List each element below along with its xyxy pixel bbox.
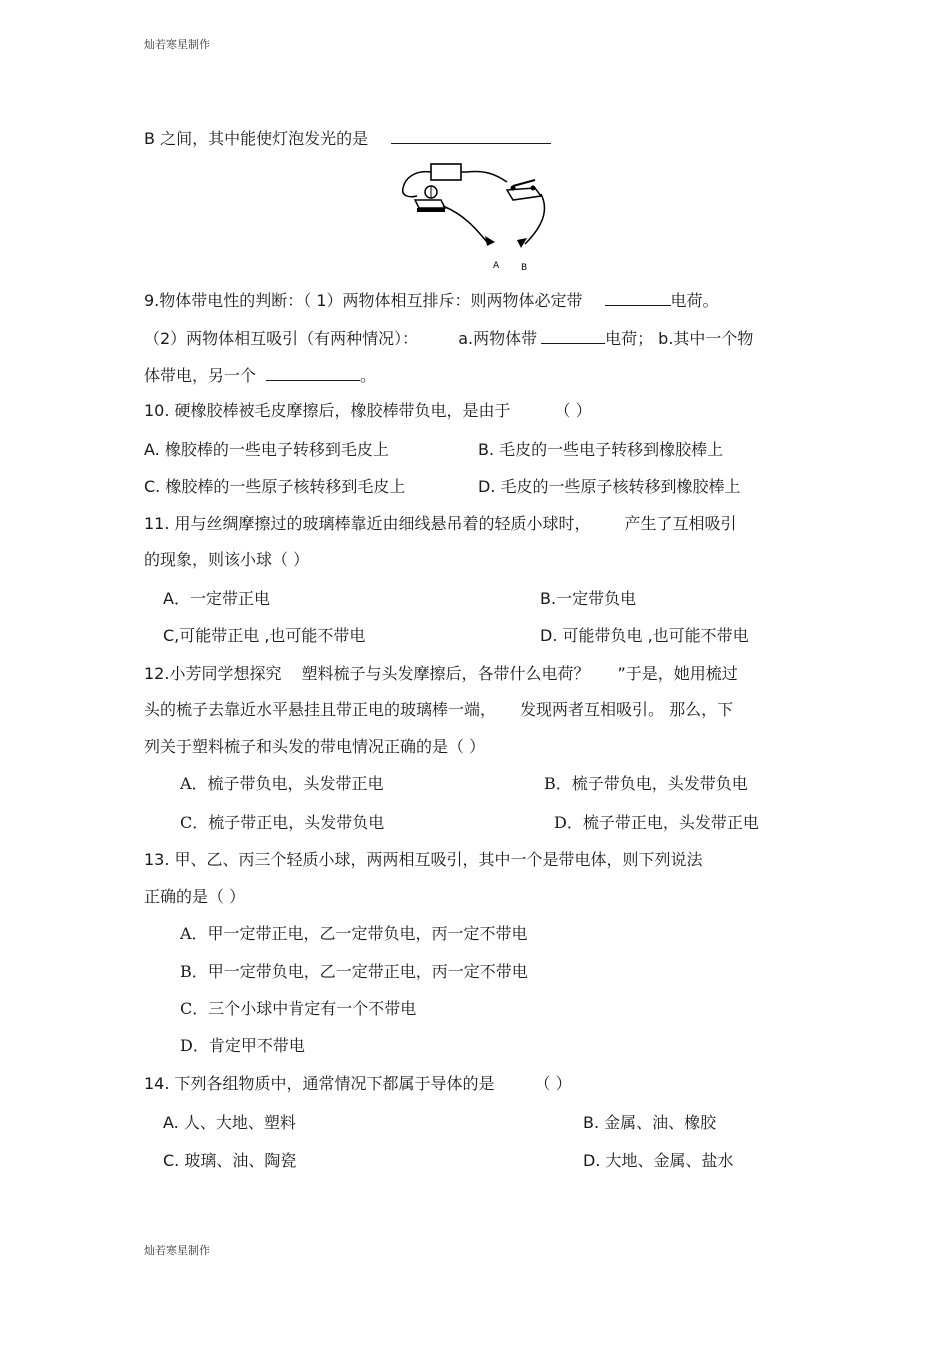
q11-option-d: D. 可能带负电 ,也可能不带电 — [540, 626, 749, 645]
q13-stem-1: 13. 甲、乙、丙三个轻质小球，两两相互吸引，其中一个是带电体，则下列说法 — [144, 850, 703, 869]
q12-option-d: D．梳子带正电，头发带正电 — [554, 813, 759, 832]
q8-text: B 之间，其中能使灯泡发光的是 — [144, 129, 369, 148]
q14-stem — [144, 1074, 572, 1094]
q8-answer-blank — [391, 127, 551, 144]
q9-text-2: （2）两物体相互吸引（有两种情况）： — [144, 329, 419, 348]
q12-stem-1c: ”于是，她用梳过 — [617, 664, 738, 683]
q12-option-a: A．梳子带负电，头发带正电 — [180, 774, 384, 793]
q13-option-a: A．甲一定带正电，乙一定带负电，丙一定不带电 — [180, 924, 528, 943]
q9-line-3 — [144, 364, 376, 386]
q10-stem — [144, 401, 592, 421]
q12-stem-3: 列关于塑料梳子和头发的带电情况正确的是（ ） — [144, 737, 486, 756]
q13-option-c: C．三个小球中肯定有一个不带电 — [180, 999, 417, 1018]
battery-icon — [431, 164, 461, 180]
q12-stem-2b: 发现两者互相吸引。 那么，下 — [520, 700, 734, 719]
q9-text-2c: 电荷； b.其中一个物 — [605, 329, 754, 348]
q14-stem-text: 14. 下列各组物质中，通常情况下都属于导体的是 — [144, 1074, 495, 1093]
page-footer: 灿若寒星制作 — [144, 1244, 210, 1257]
q9-text-3b: 。 — [360, 366, 377, 385]
q11-option-c: C,可能带正电 ,也可能不带电 — [163, 626, 366, 645]
q14-paren: （ ） — [534, 1074, 572, 1093]
q9-text-1: 9.物体带电性的判断：（ 1）两物体相互排斥：则两物体必定带 — [144, 291, 583, 310]
q12-option-c: C．梳子带正电，头发带负电 — [180, 813, 385, 832]
q11-option-a: A．一定带正电 — [163, 589, 270, 608]
q10-option-c: C. 橡胶棒的一些原子核转移到毛皮上 — [144, 477, 406, 496]
q9-line-2 — [144, 327, 753, 349]
q9-line-1 — [144, 289, 719, 311]
q10-option-d: D. 毛皮的一些原子核转移到橡胶棒上 — [478, 477, 741, 496]
q9-blank-3 — [266, 364, 360, 381]
q13-option-b: B．甲一定带负电，乙一定带正电，丙一定不带电 — [180, 962, 528, 981]
q13-stem-2: 正确的是（ ） — [144, 887, 246, 906]
q14-option-c: C. 玻璃、油、陶瓷 — [163, 1151, 297, 1170]
q12-option-b: B．梳子带负电，头发带负电 — [544, 774, 748, 793]
q11-stem-1 — [144, 514, 737, 534]
bulb-holder-icon — [415, 200, 445, 208]
figure-label-a: A — [493, 261, 500, 271]
figure-label-b: B — [521, 263, 528, 273]
q10-option-a: A. 橡胶棒的一些电子转移到毛皮上 — [144, 440, 389, 459]
q9-text-2b: a.两物体带 — [458, 329, 538, 348]
q10-option-b: B. 毛皮的一些电子转移到橡胶棒上 — [478, 440, 724, 459]
q11-stem-1b: 产生了互相吸引 — [624, 514, 737, 533]
q12-stem-1a: 12.小芳同学想探究 — [144, 664, 282, 683]
q9-text-3: 体带电，另一个 — [144, 366, 257, 385]
q9-blank-2 — [541, 327, 605, 344]
q12-stem-2a: 头的梳子去靠近水平悬挂且带正电的玻璃棒一端， — [144, 700, 497, 719]
q13-option-d: D．肯定甲不带电 — [180, 1036, 305, 1055]
circuit-figure — [395, 160, 555, 275]
q12-stem-1b: 塑料梳子与头发摩擦后，各带什么电荷？ — [301, 664, 590, 683]
q14-option-d: D. 大地、金属、盐水 — [583, 1151, 734, 1170]
q8-line — [144, 127, 551, 149]
q11-stem-2: 的现象，则该小球（ ） — [144, 550, 310, 569]
q10-stem-text: 10. 硬橡胶棒被毛皮摩擦后，橡胶棒带负电，是由于 — [144, 401, 511, 420]
q9-blank-1 — [605, 289, 671, 306]
q12-stem-1 — [144, 664, 738, 684]
page-header: 灿若寒星制作 — [144, 38, 210, 51]
q11-option-b: B.一定带负电 — [540, 589, 637, 608]
q14-option-a: A. 人、大地、塑料 — [163, 1113, 296, 1132]
q9-text-1b: 电荷。 — [670, 291, 719, 310]
q11-stem-1a: 11. 用与丝绸摩擦过的玻璃棒靠近由细线悬吊着的轻质小球时， — [144, 514, 591, 533]
q14-option-b: B. 金属、油、橡胶 — [583, 1113, 717, 1132]
q10-paren: （ ） — [554, 401, 592, 420]
q12-stem-2 — [144, 700, 733, 720]
